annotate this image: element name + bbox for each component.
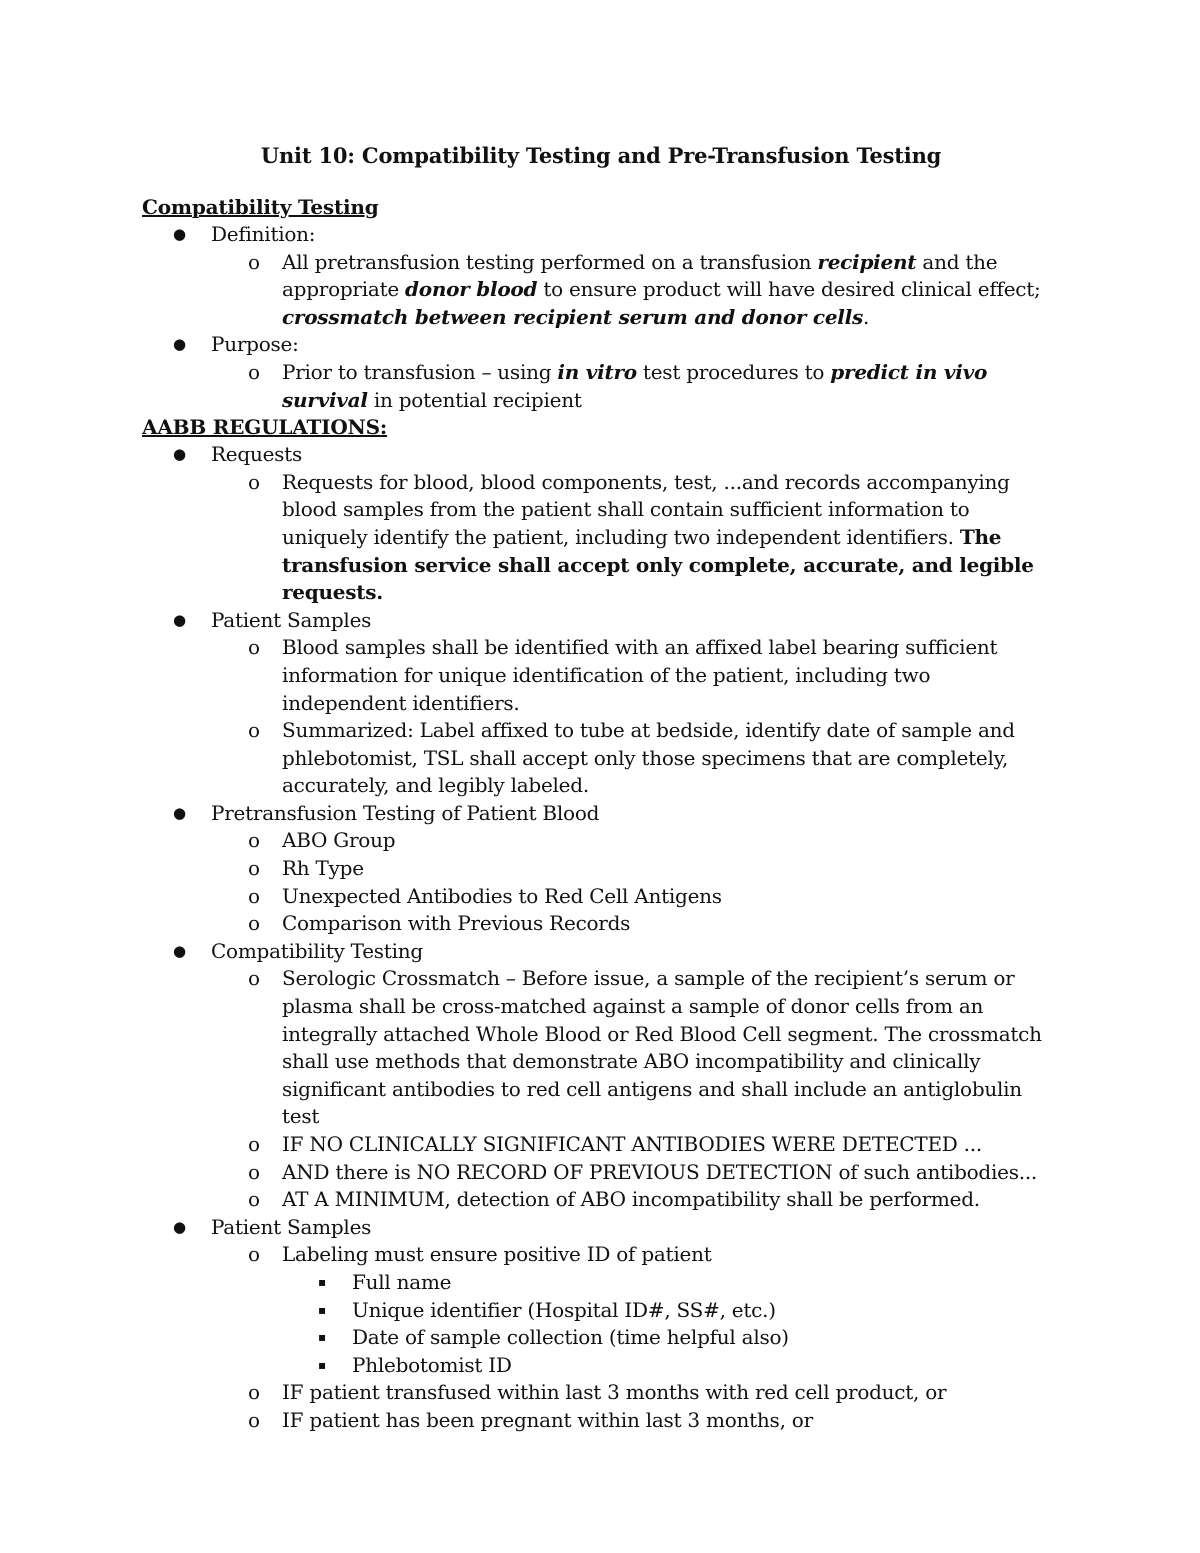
patient-samples-label: Patient Samples <box>211 607 372 632</box>
sub-list-item <box>142 1352 1060 1380</box>
definition-label: Definition: <box>211 222 316 246</box>
bullet-marker: ● <box>173 335 186 354</box>
list-item <box>142 1159 1060 1187</box>
purpose-label: Purpose: <box>211 332 299 357</box>
text-run: to ensure product will have desired clinical effect; <box>537 277 1041 302</box>
list-item-text: IF NO CLINICALLY SIGNIFICANT ANTIBODIES WERE DETECTED ... <box>282 1132 983 1156</box>
bullet-marker: ● <box>173 610 186 629</box>
purpose-text <box>142 359 1060 414</box>
text-run: . <box>863 304 870 329</box>
list-item <box>142 634 1060 717</box>
circle-marker: o <box>248 828 260 853</box>
square-marker: ▪ <box>318 1274 326 1289</box>
emphasis-donor-blood: donor blood <box>405 277 538 302</box>
pretransfusion-label: Pretransfusion Testing of Patient Blood <box>211 800 600 825</box>
emphasis-predict-in-vivo: predict in vivo survival <box>282 359 988 412</box>
patient-samples-label: Patient Samples <box>211 1214 372 1239</box>
list-item-text: Rh Type <box>282 856 364 881</box>
text-run: All pretransfusion testing performed on a transfusion <box>282 249 818 274</box>
circle-marker: o <box>248 1407 260 1432</box>
bullet-item-pretransfusion-testing <box>142 800 1060 828</box>
list-item-text: Labeling must ensure positive ID of patient <box>282 1242 712 1267</box>
sub-list-item-text: Full name <box>352 1269 452 1294</box>
bullet-item-requests <box>142 441 1060 469</box>
text-run: Requests for blood, blood components, test, ...and records accompanying blood samples from the patient shall contain sufficient information to uniquely identify the patient, including two independent identifiers. <box>282 469 1010 549</box>
circle-marker: o <box>248 1159 260 1184</box>
circle-marker: o <box>248 718 260 743</box>
list-item <box>142 1131 1060 1159</box>
circle-marker: o <box>248 911 260 936</box>
bullet-marker: ● <box>173 225 186 243</box>
list-item <box>142 1186 1060 1214</box>
sub-list-item-text: Date of sample collection (time helpful also) <box>352 1325 789 1350</box>
list-item-text: Blood samples shall be identified with an affixed label bearing sufficient information for unique identification of the patient, including two independent identifiers. <box>282 635 998 715</box>
bullet-item-definition <box>142 221 1060 249</box>
list-item-text: IF patient transfused within last 3 months with red cell product, or <box>282 1380 947 1405</box>
square-marker: ▪ <box>318 1330 326 1345</box>
list-item <box>142 855 1060 883</box>
list-item-text: AND there is NO RECORD OF PREVIOUS DETECTION of such antibodies... <box>282 1159 1038 1184</box>
circle-marker: o <box>248 1242 260 1267</box>
bullet-marker: ● <box>173 1217 186 1236</box>
list-item <box>142 910 1060 938</box>
bullet-item-patient-samples-2 <box>142 1214 1060 1242</box>
circle-marker: o <box>248 359 260 384</box>
definition-text <box>142 249 1060 332</box>
circle-marker: o <box>248 1187 260 1212</box>
sub-list-item-text: Phlebotomist ID <box>352 1352 512 1377</box>
emphasis-in-vitro: in vitro <box>557 359 637 384</box>
compatibility-section <box>142 221 1060 414</box>
requests-label: Requests <box>211 442 302 467</box>
emphasis-requests-rule: The transfusion service shall accept only complete, accurate, and legible requests. <box>282 524 1034 605</box>
circle-marker: o <box>248 1380 260 1405</box>
list-item-text: Comparison with Previous Records <box>282 911 631 936</box>
sub-list-item <box>142 1297 1060 1325</box>
list-item <box>142 1379 1060 1407</box>
bullet-marker: ● <box>173 941 186 960</box>
circle-marker: o <box>248 1132 260 1156</box>
aabb-section <box>142 441 1060 1434</box>
sub-list-item <box>142 1269 1060 1297</box>
list-item-text: Unexpected Antibodies to Red Cell Antigens <box>282 883 722 908</box>
list-item <box>142 883 1060 911</box>
sub-list-item-text: Unique identifier (Hospital ID#, SS#, etc.) <box>352 1297 776 1322</box>
square-marker: ▪ <box>318 1357 326 1372</box>
list-item-text: ABO Group <box>282 828 396 853</box>
compatibility-testing-label: Compatibility Testing <box>211 938 423 963</box>
circle-marker: o <box>248 883 260 908</box>
list-item <box>142 827 1060 855</box>
section-heading-aabb-regulations: AABB REGULATIONS: <box>142 415 388 440</box>
list-item-text: Summarized: Label affixed to tube at bedside, identify date of sample and phlebotomist, TSL shall accept only those specimens that are completely, accurately, and legibly labeled. <box>282 718 1015 798</box>
list-item <box>142 1407 1060 1435</box>
bullet-item-compatibility-testing <box>142 938 1060 966</box>
text-run: test procedures to <box>636 359 831 384</box>
list-item <box>142 1241 1060 1269</box>
list-item <box>142 965 1060 1131</box>
circle-marker: o <box>248 635 260 660</box>
emphasis-crossmatch: crossmatch between recipient serum and donor cells <box>282 304 864 329</box>
bullet-item-purpose <box>142 331 1060 359</box>
document-title: Unit 10: Compatibility Testing and Pre-Transfusion Testing <box>260 143 942 168</box>
bullet-marker: ● <box>173 445 186 464</box>
list-item-text: AT A MINIMUM, detection of ABO incompatibility shall be performed. <box>282 1187 980 1212</box>
section-heading-compatibility-testing: Compatibility Testing <box>142 195 379 219</box>
square-marker: ▪ <box>318 1302 326 1317</box>
list-item <box>142 717 1060 800</box>
circle-marker: o <box>248 469 260 494</box>
list-item-text: IF patient has been pregnant within last 3 months, or <box>282 1407 813 1432</box>
sub-list-item <box>142 1324 1060 1352</box>
bullet-marker: ● <box>173 803 186 822</box>
circle-marker: o <box>248 856 260 881</box>
emphasis-recipient: recipient <box>817 249 917 274</box>
list-item-text: Serologic Crossmatch – Before issue, a sample of the recipient’s serum or plasma shall be cross-matched against a sample of donor cells from an integrally attached Whole Blood or Red Blood Cell segment. The crossmatch shall use methods that demonstrate ABO incompatibility and clinically significant antibodies to red cell antigens and shall include an antiglobulin test <box>282 966 1042 1129</box>
requests-text <box>142 469 1060 607</box>
text-run: in potential recipient <box>367 387 582 412</box>
bullet-item-patient-samples <box>142 607 1060 635</box>
circle-marker: o <box>248 966 260 991</box>
text-run: Prior to transfusion – using <box>282 359 558 384</box>
circle-marker: o <box>248 249 260 274</box>
text-run: and the appropriate <box>282 249 998 302</box>
